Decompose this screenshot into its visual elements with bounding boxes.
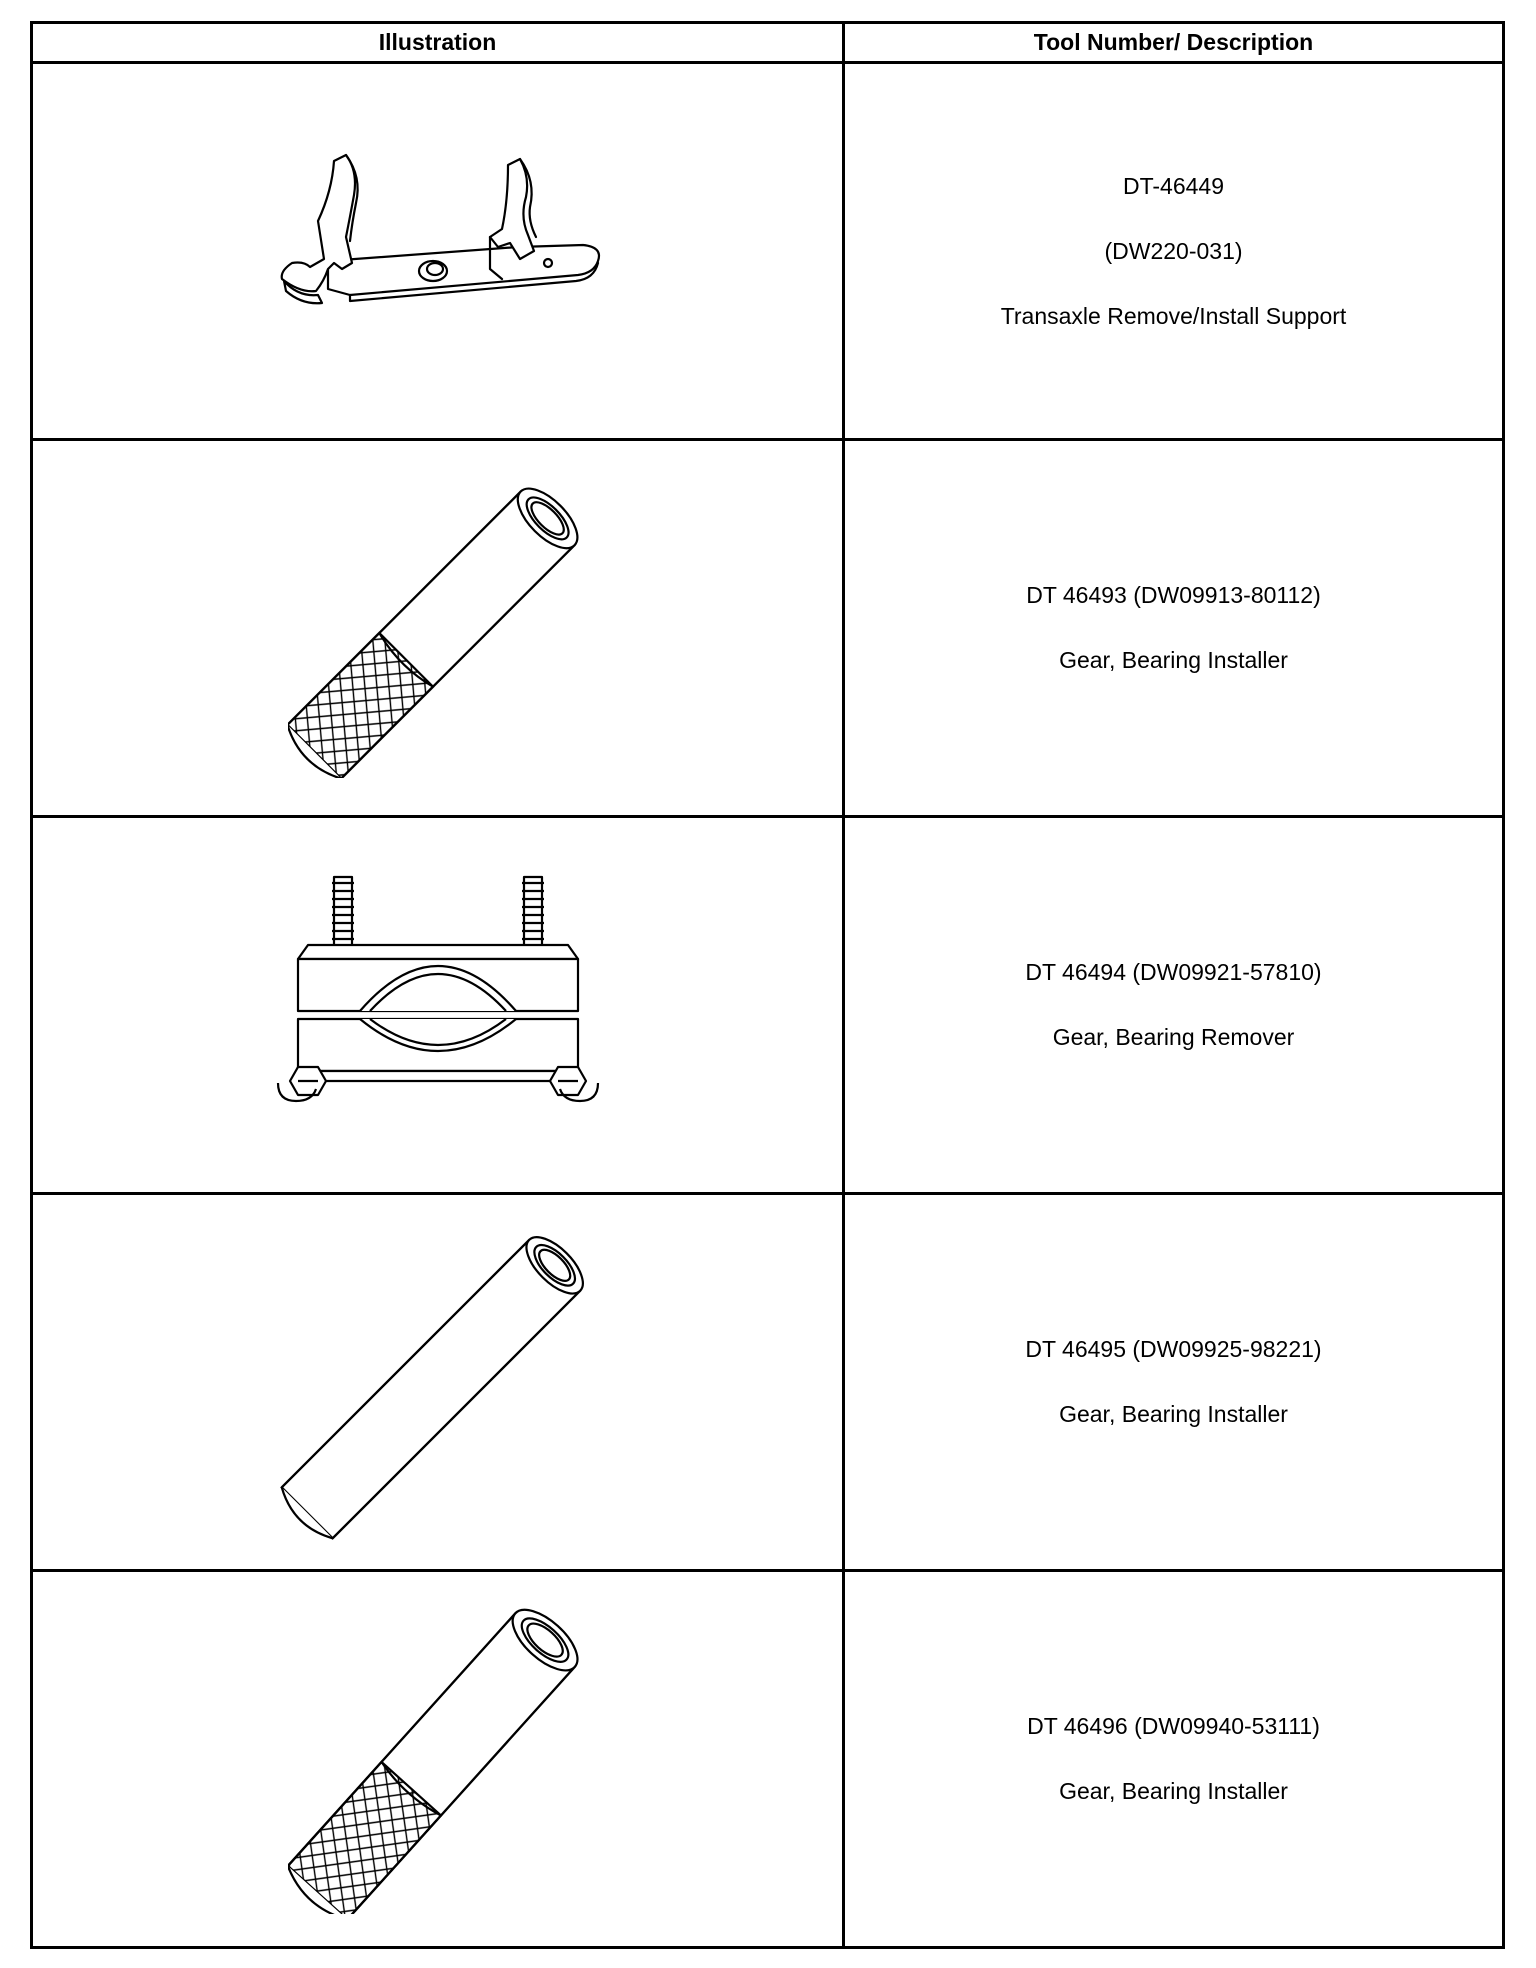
special-tools-table: [30, 21, 1505, 1949]
table-row: [32, 817, 1504, 1194]
transaxle-support-icon: [258, 151, 618, 351]
bolt-left: [278, 1067, 326, 1101]
description-cell: [844, 63, 1504, 440]
tool-description: Gear, Bearing Installer: [1059, 647, 1288, 673]
illustration-cell: [32, 817, 844, 1194]
tool-number: DT-46449: [1122, 172, 1224, 199]
tool-alt-number: (DW220-031): [1104, 237, 1243, 264]
illustration-cell: [32, 1571, 844, 1948]
bearing-remover-clamp-icon: [268, 875, 608, 1135]
header-illustration: Illustration: [32, 23, 844, 63]
tool-number: DT 46493 (DW09913-80112): [1026, 582, 1321, 608]
knurled-bearing-installer-icon: [288, 478, 588, 778]
description-cell: [844, 1194, 1504, 1571]
bolt-right: [550, 1067, 598, 1101]
tool-description: Gear, Bearing Installer: [1059, 1401, 1288, 1427]
tool-description: Gear, Bearing Remover: [1052, 1024, 1295, 1050]
table-row: [32, 1194, 1504, 1571]
header-tool-description: Tool Number/ Description: [844, 23, 1504, 63]
illustration-cell: [32, 63, 844, 440]
threaded-stud-right: [522, 877, 544, 949]
description-cell: [844, 817, 1504, 1194]
knurled-bearing-installer-icon: [288, 1604, 588, 1914]
plain-bearing-installer-icon: [278, 1222, 598, 1542]
tool-number: DT 46495 (DW09925-98221): [1025, 1336, 1322, 1362]
description-cell: [844, 1571, 1504, 1948]
description-cell: [844, 440, 1504, 817]
table-row: [32, 63, 1504, 440]
tool-number: DT 46496 (DW09940-53111): [1027, 1713, 1320, 1739]
table-row: [32, 1571, 1504, 1948]
illustration-cell: [32, 440, 844, 817]
threaded-stud-left: [332, 877, 354, 949]
tool-description: Transaxle Remove/Install Support: [1000, 302, 1347, 329]
illustration-cell: [32, 1194, 844, 1571]
tool-description: Gear, Bearing Installer: [1059, 1778, 1288, 1804]
header-row: [32, 23, 1504, 63]
tool-number: DT 46494 (DW09921-57810): [1025, 959, 1322, 985]
table-row: [32, 440, 1504, 817]
